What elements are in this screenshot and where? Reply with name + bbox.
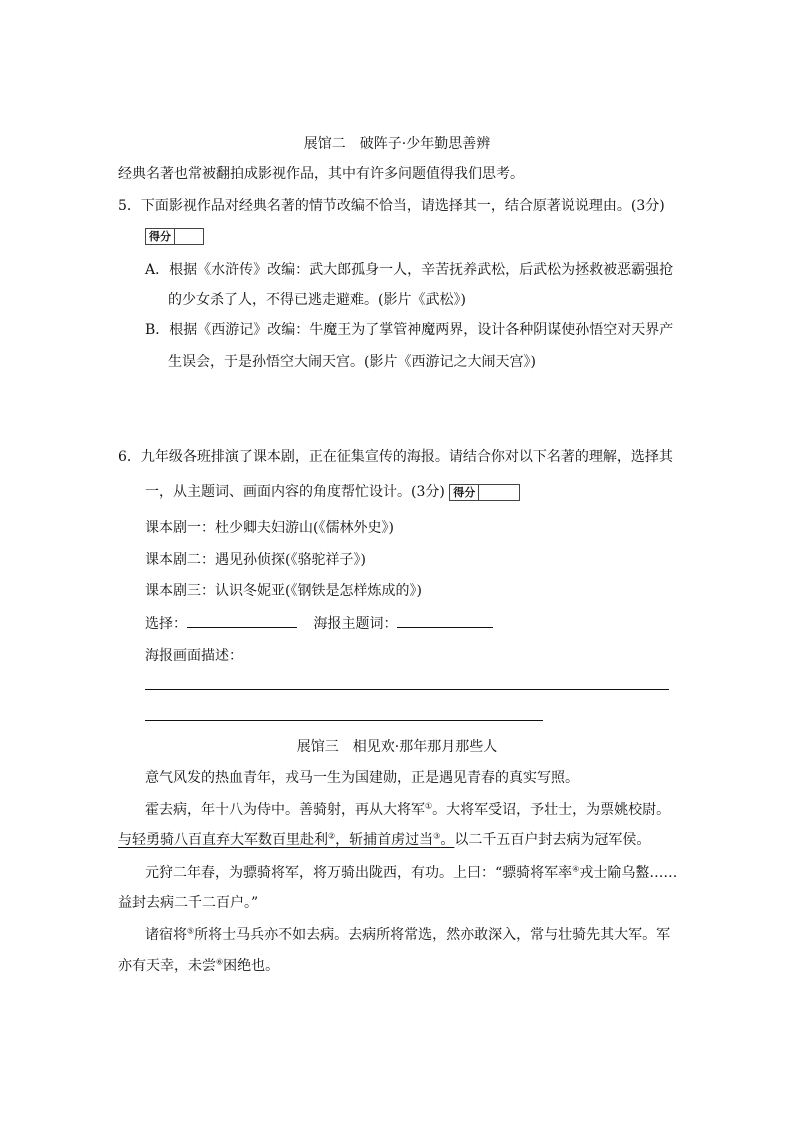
q6-play1: 课本剧一：杜少卿夫妇游山(《儒林外史》) [145,520,394,536]
note-marker: ② [328,831,336,841]
hall3-title: 展馆三 相见欢·那年那月那些人 [296,739,498,755]
passage-text: 。 [440,832,455,848]
q6-play2: 课本剧二：遇见孙侦探(《骆驼祥子》) [145,552,366,568]
desc-label: 海报画面描述： [145,648,243,664]
passage-text: 戎士隃乌盭…… [579,865,678,881]
passage-line3 [145,863,677,883]
passage-text: 亦有天幸，未尝 [118,958,216,974]
passage-line2 [118,830,650,850]
passage-text: 霍去病，年十八为侍中。善骑射，再从大将军 [145,802,425,818]
note-marker: ① [425,801,433,811]
q5-option-a-line1: A．根据《水浒传》改编：武大郎孤身一人，辛苦抚养武松，后武松为拯救被恶霸强抢 [145,262,674,278]
note-marker: ⑤ [187,926,195,936]
hall2-title: 展馆二 破阵子·少年勤思善辨 [303,136,491,152]
choose-blank[interactable] [187,613,297,628]
score-field[interactable] [175,229,203,244]
desc-answer-line-1[interactable] [145,689,669,690]
passage-text: 诸宿将 [145,927,187,943]
note-marker: ⑥ [216,957,224,967]
q5-option-b-line2: 生误会，于是孙悟空大闹天宫。(影片《西游记之大闹天宫》) [168,354,536,370]
passage-text: 元狩二年春，为骠骑将军，将万骑出陇西，有功。上曰：“骠骑将军率 [145,865,573,881]
q6-answer-line [145,613,493,634]
q6-play3: 课本剧三：认识冬妮亚(《钢铁是怎样炼成的》) [145,583,422,599]
theme-label: 海报主题词： [313,616,398,632]
note-marker: ④ [572,864,580,874]
q5-option-b-line1: B．根据《西游记》改编：牛魔王为了掌管神魔两界，设计各种阴谋使孙悟空对天界产 [145,322,674,338]
passage-text: 。大将军受诏，予壮士，为票姚校尉。 [432,802,671,818]
q6-stem-text: 一，从主题词、画面内容的角度帮忙设计。(3分) [145,484,445,500]
score-field[interactable] [479,485,519,500]
q5-stem: 5．下面影视作品对经典名著的情节改编不恰当，请选择其一，结合原著说说理由。(3分) [118,198,665,214]
passage-text: ，斩捕首虏过当 [335,832,434,848]
note-marker: ③ [433,831,441,841]
hall2-intro: 经典名著也常被翻拍成影视作品，其中有许多问题值得我们思考。 [118,166,524,182]
passage-line4: 益封去病二千二百户。” [118,895,259,911]
q6-stem-line1: 6．九年级各班排演了课本剧，正在征集宣传的海报。请结合你对以下名著的理解，选择其 [118,449,673,465]
passage-line1 [145,800,670,820]
score-label: 得分 [146,229,175,244]
underlined-sentence [118,832,454,848]
passage-text: 与轻勇骑八百直弃大军数百里赴利 [118,832,328,848]
passage-text: 困绝也。 [223,958,280,974]
passage-line6 [118,956,279,976]
q5-option-a-line2: 的少女杀了人，不得已逃走避难。(影片《武松》) [168,292,466,308]
passage-text: 所将士马兵亦不如去病。去病所将常选，然亦敢深入，常与壮骑先其大军。军 [194,927,671,943]
choose-label: 选择： [145,616,187,632]
q5-score-box [145,226,204,246]
theme-blank[interactable] [397,613,493,628]
desc-answer-line-2[interactable] [145,720,543,721]
score-label: 得分 [450,485,479,500]
hall3-intro: 意气风发的热血青年，戎马一生为国建勋，正是遇见青春的真实写照。 [145,770,579,786]
passage-text: 以二千五百户封去病为冠军侯。 [454,832,651,848]
q6-stem-line2 [145,482,520,502]
passage-line5 [145,925,670,945]
